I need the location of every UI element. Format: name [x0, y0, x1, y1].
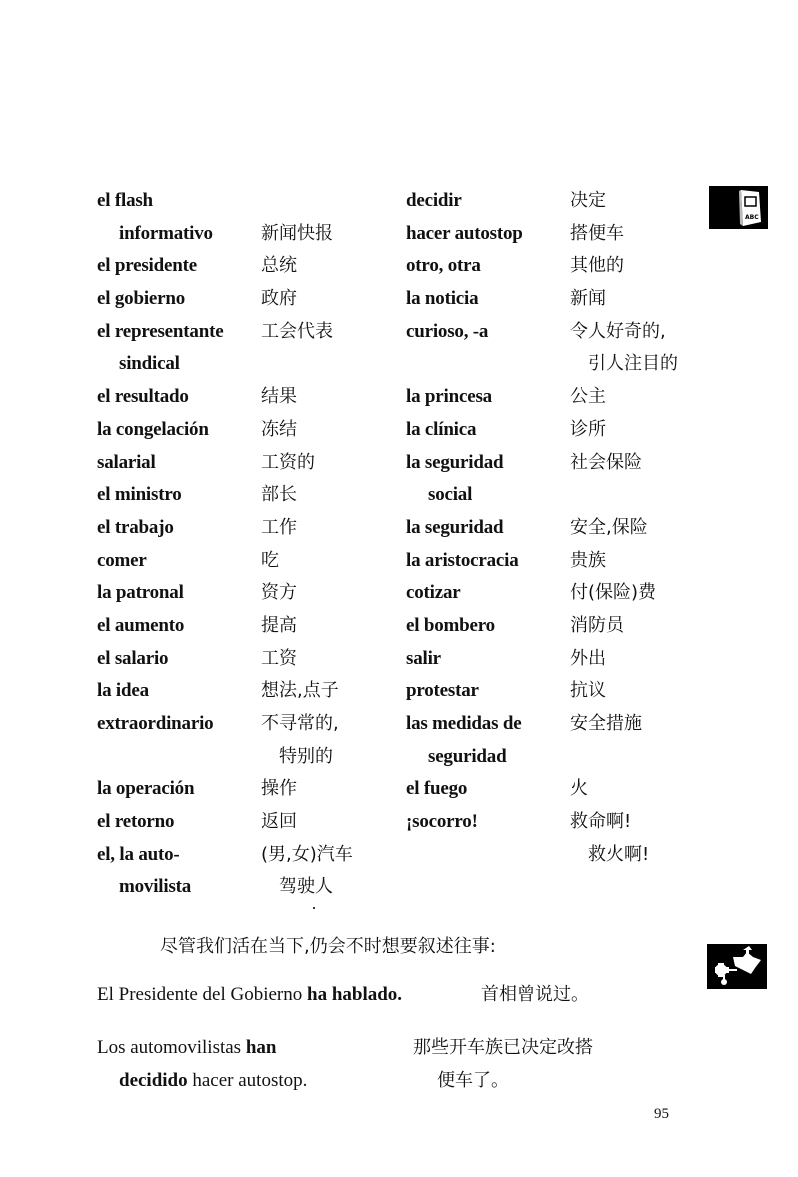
example-1-plain: El Presidente del Gobierno: [97, 984, 308, 1005]
example-1-bold: ha hablado.: [307, 984, 403, 1005]
chinese-translation: 社会保险: [570, 451, 642, 473]
vocabulary-row: [406, 250, 716, 283]
chinese-translation: 冻结: [261, 418, 297, 440]
spanish-term: el, la auto-: [97, 843, 180, 865]
spanish-term: la seguridad: [406, 516, 504, 538]
spanish-term: otro, otra: [406, 255, 481, 277]
spanish-term: cotizar: [406, 582, 461, 604]
spanish-term: la idea: [97, 680, 149, 702]
chinese-translation: 救命啊!: [570, 811, 632, 833]
vocabulary-column-right: [406, 185, 716, 871]
chinese-translation: 操作: [261, 778, 297, 800]
spanish-term: el gobierno: [97, 288, 186, 310]
example-2-plain-2: hacer autostop.: [187, 1070, 308, 1091]
chinese-translation: 提高: [261, 614, 297, 636]
vocabulary-row: [97, 185, 397, 218]
chinese-translation: 公主: [570, 386, 606, 408]
spanish-term: el retorno: [97, 811, 175, 833]
example-2-translation-line-1: 那些开车族已决定改搭: [413, 1037, 593, 1058]
spanish-term: la clínica: [406, 418, 477, 440]
book-abc-icon: [709, 186, 768, 229]
grammar-intro: 尽管我们活在当下,仍会不时想要叙述往事:: [160, 936, 496, 957]
chinese-translation: 吃: [261, 549, 279, 571]
chinese-translation: 特别的: [279, 745, 333, 767]
chinese-translation: 部长: [261, 484, 297, 506]
chinese-translation: 火: [570, 778, 588, 800]
example-2-bold-2: decidido: [119, 1070, 188, 1091]
vocabulary-row: [97, 675, 397, 708]
vocabulary-row: [406, 381, 716, 414]
vocabulary-row: [406, 447, 716, 480]
spanish-term: la patronal: [97, 582, 184, 604]
chinese-translation: 新闻快报: [261, 222, 333, 244]
example-sentence-1: [97, 980, 402, 1010]
vocabulary-row: [97, 283, 397, 316]
spanish-term: informativo: [119, 222, 213, 244]
vocabulary-row: [97, 512, 397, 545]
vocabulary-row: [406, 773, 716, 806]
spanish-term: la aristocracia: [406, 549, 519, 571]
chinese-translation: 安全措施: [570, 713, 642, 734]
spanish-term: el representante: [97, 320, 224, 342]
vocabulary-row: [406, 675, 716, 708]
spanish-term: curioso, -a: [406, 320, 489, 342]
spanish-term: la operación: [97, 778, 195, 800]
vocabulary-row: [97, 348, 397, 381]
spanish-term: el flash: [97, 190, 153, 211]
spanish-term: comer: [97, 549, 147, 571]
example-2-translation-line-2: 便车了。: [437, 1070, 509, 1091]
spanish-term: el bombero: [406, 614, 495, 636]
spanish-term: movilista: [119, 876, 192, 898]
vocabulary-row: [97, 839, 397, 872]
vocabulary-row: [406, 283, 716, 316]
spanish-term: protestar: [406, 680, 479, 702]
chinese-translation: 返回: [261, 811, 297, 833]
spanish-term: el trabajo: [97, 516, 174, 538]
chinese-translation: 工作: [261, 516, 297, 538]
spanish-term: salarial: [97, 451, 156, 473]
chinese-translation: (男,女)汽车: [261, 843, 353, 865]
chinese-translation: 其他的: [570, 255, 624, 277]
spanish-term: el presidente: [97, 255, 197, 277]
vocabulary-row: [406, 479, 716, 512]
chinese-translation: 搭便车: [570, 222, 624, 244]
chinese-translation: 引人注目的: [588, 353, 678, 375]
vocabulary-row: [97, 610, 397, 643]
svg-text:ABC: ABC: [745, 214, 759, 221]
vocabulary-row: [97, 414, 397, 447]
chinese-translation: 工资: [261, 647, 297, 669]
spanish-term: seguridad: [428, 745, 507, 767]
chinese-translation: 想法,点子: [261, 680, 339, 702]
vocabulary-row: [97, 316, 397, 349]
vocabulary-row: [406, 218, 716, 251]
vocabulary-row: [406, 348, 716, 381]
chinese-translation: 外出: [570, 647, 606, 669]
vocabulary-row: [406, 610, 716, 643]
spanish-term: el resultado: [97, 386, 189, 408]
chinese-translation: 新闻: [570, 288, 606, 310]
chinese-translation: 决定: [570, 190, 606, 211]
spanish-term: el salario: [97, 647, 169, 669]
vocabulary-row: [406, 577, 716, 610]
chinese-translation: 工会代表: [261, 320, 333, 342]
vocabulary-column-left: [97, 185, 397, 904]
vocabulary-row: [406, 316, 716, 349]
spanish-term: el fuego: [406, 778, 468, 800]
chinese-translation: 贵族: [570, 549, 606, 571]
vocabulary-row: [406, 839, 716, 872]
vocabulary-row: [406, 741, 716, 774]
vocabulary-row: [97, 218, 397, 251]
spanish-term: el ministro: [97, 484, 182, 506]
chinese-translation: 诊所: [570, 418, 606, 440]
spanish-term: social: [428, 484, 473, 506]
example-2-plain-1: Los automovilistas: [97, 1037, 246, 1058]
spanish-term: ¡socorro!: [406, 811, 478, 833]
example-1-translation: 首相曾说过。: [481, 984, 589, 1005]
vocabulary-row: [97, 447, 397, 480]
vocabulary-row: [406, 806, 716, 839]
example-2-bold-1: han: [245, 1037, 277, 1058]
vocabulary-row: [97, 871, 397, 904]
spanish-term: sindical: [119, 353, 180, 375]
spanish-term: salir: [406, 647, 441, 669]
vocabulary-row: [406, 545, 716, 578]
chinese-translation: 救火啊!: [588, 843, 650, 865]
vocabulary-row: [406, 414, 716, 447]
puzzle-pieces-icon: [707, 944, 767, 989]
chinese-translation: 消防员: [570, 614, 624, 636]
vocabulary-row: [97, 250, 397, 283]
chinese-translation: 抗议: [570, 680, 606, 702]
vocabulary-row: [97, 643, 397, 676]
vocabulary-row: [97, 773, 397, 806]
vocabulary-row: [97, 806, 397, 839]
spanish-term: extraordinario: [97, 713, 214, 734]
vocabulary-row: [406, 708, 716, 741]
vocabulary-row: [97, 479, 397, 512]
spanish-term: la seguridad: [406, 451, 504, 473]
chinese-translation: 不寻常的,: [261, 713, 339, 734]
spanish-term: la congelación: [97, 418, 209, 440]
vocabulary-row: [406, 512, 716, 545]
chinese-translation: 结果: [261, 386, 297, 408]
vocabulary-row: [97, 741, 397, 774]
spanish-term: decidir: [406, 190, 462, 211]
stray-dot: [313, 907, 315, 909]
spanish-term: las medidas de: [406, 713, 522, 734]
page-number: 95: [654, 1106, 669, 1122]
spanish-term: la noticia: [406, 288, 479, 310]
vocabulary-row: [406, 185, 716, 218]
example-sentence-2-line-2: [119, 1066, 307, 1096]
chinese-translation: 付(保险)费: [570, 582, 657, 604]
chinese-translation: 政府: [261, 288, 297, 310]
chinese-translation: 工资的: [261, 451, 315, 473]
chinese-translation: 资方: [261, 582, 297, 604]
vocabulary-row: [97, 545, 397, 578]
vocabulary-row: [97, 577, 397, 610]
spanish-term: la princesa: [406, 386, 492, 408]
chinese-translation: 总统: [261, 255, 297, 277]
chinese-translation: 令人好奇的,: [570, 320, 666, 342]
chinese-translation: 驾驶人: [279, 876, 333, 898]
vocabulary-row: [97, 381, 397, 414]
example-sentence-2-line-1: [97, 1033, 276, 1063]
spanish-term: el aumento: [97, 614, 185, 636]
vocabulary-row: [406, 643, 716, 676]
vocabulary-row: [97, 708, 397, 741]
chinese-translation: 安全,保险: [570, 516, 648, 538]
spanish-term: hacer autostop: [406, 222, 523, 244]
